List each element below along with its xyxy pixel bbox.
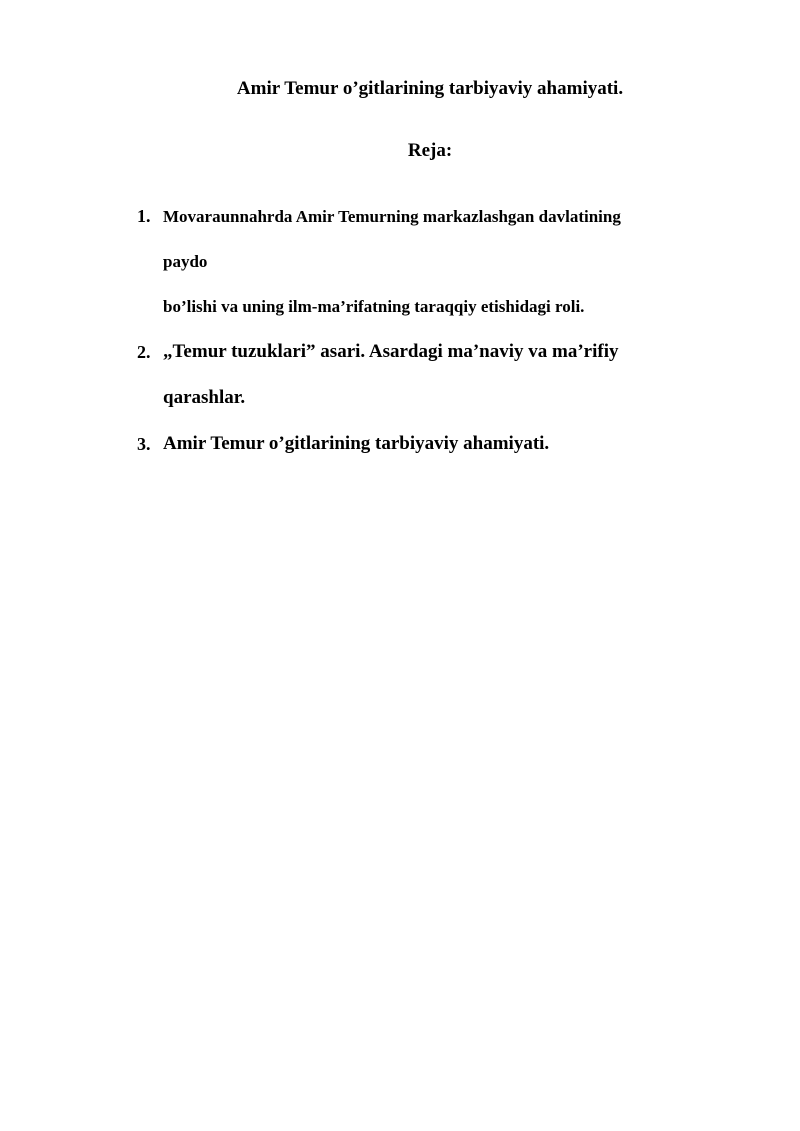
plan-item-number: 2. [137,342,151,362]
document-title: Amir Temur o’gitlarining tarbiyaviy ahamiyati. [236,78,624,99]
plan-item-number: 3. [137,434,151,454]
plan-list [137,194,757,467]
plan-item-2 [137,329,757,421]
plan-item-number: 1. [137,206,151,226]
plan-item-line: qarashlar. [163,387,246,408]
plan-item-line: Amir Temur o’gitlarining tarbiyaviy ahamiyati. [163,433,550,454]
plan-item-line: Movaraunnahrda Amir Temurning markazlashgan davlatining [163,207,621,226]
plan-item-3 [137,421,757,467]
plan-heading: Reja: [407,140,453,161]
plan-item-1 [137,194,757,329]
plan-item-line: bo’lishi va uning ilm-ma’rifatning taraqqiy etishidagi roli. [163,297,585,316]
plan-item-line: paydo [163,252,208,271]
plan-item-line: „Temur tuzuklari” asari. Asardagi ma’naviy va ma’rifiy [163,341,619,362]
